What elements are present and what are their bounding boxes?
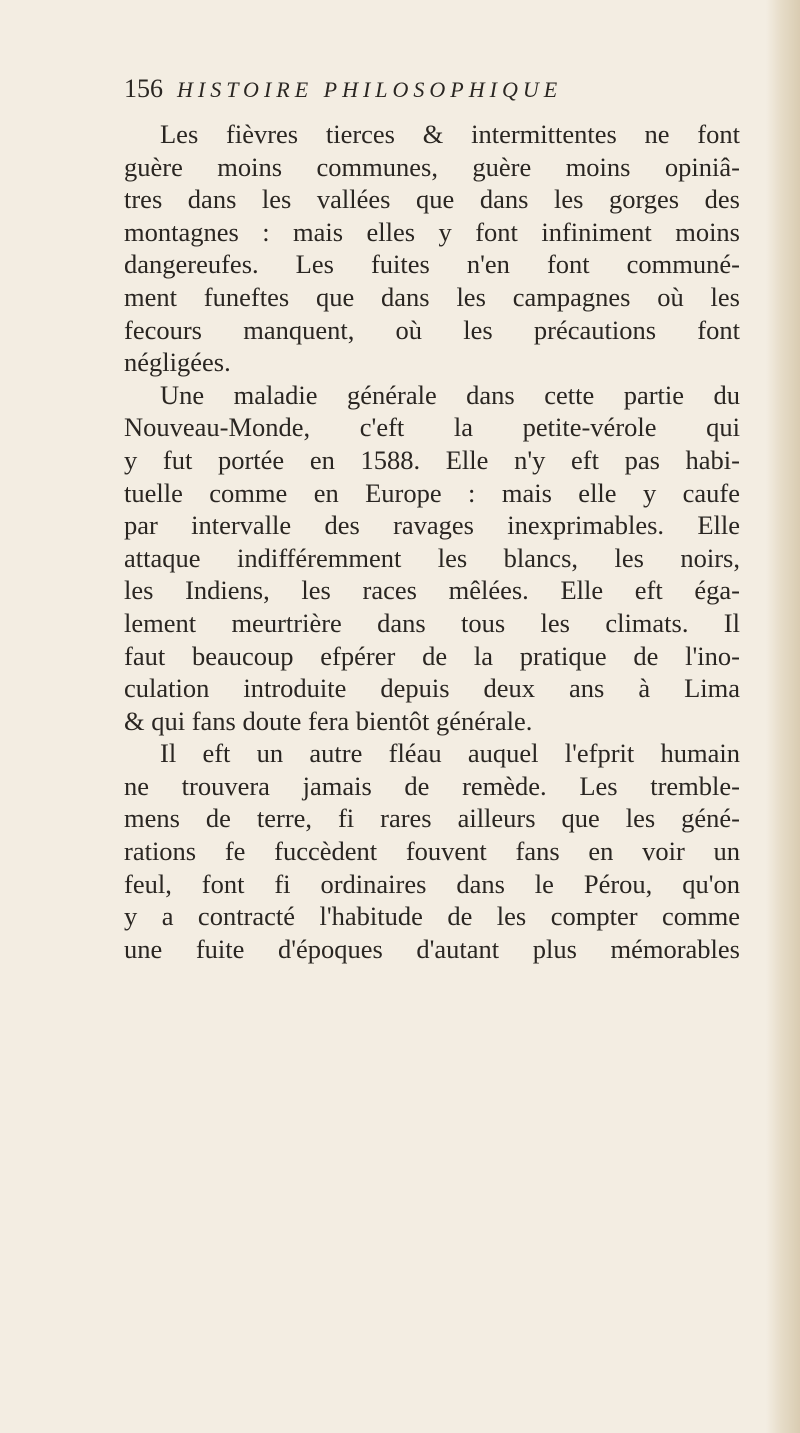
paragraph-fevers [124,118,740,379]
text-line: tuelle comme en Europe : mais elle y caufe [124,477,740,508]
page-number: 156 [124,74,163,103]
text-line: Une maladie générale dans cette partie du [160,379,740,410]
text-line: lement meurtrière dans tous les climats. Il [124,607,740,638]
text-line: guère moins communes, guère moins opiniâ- [124,151,740,182]
running-header [124,74,744,114]
text-line: Nouveau-Monde, c'eft la petite-vérole qui [124,412,740,443]
paragraph-smallpox [124,379,740,738]
text-line: rations fe fuccèdent fouvent fans en voir un [124,836,740,867]
paragraph-earthquakes [124,737,740,965]
text-line: Les fièvres tierces & intermittentes ne font [160,119,740,149]
running-title: HISTOIRE PHILOSOPHIQUE [177,77,563,102]
text-line: y fut portée en 1588. Elle n'y eft pas habi- [124,444,740,475]
body-text [124,118,740,965]
text-line: & qui fans doute fera bientôt générale. [124,705,533,736]
text-line: négligées. [124,347,231,378]
text-line: tres dans les vallées que dans les gorges des [124,184,740,215]
text-line: une fuite d'époques d'autant plus mémorables [124,933,740,964]
text-line: y a contracté l'habitude de les compter comme [124,901,740,932]
text-line: les Indiens, les races mêlées. Elle eft éga- [124,575,740,606]
text-line: ment funeftes que dans les campagnes où les [124,281,740,312]
text-line: Il eft un autre fléau auquel l'efprit humain [160,738,740,769]
text-line: fecours manquent, où les précautions font [124,314,740,345]
text-line: montagnes : mais elles y font infiniment moins [124,216,740,247]
text-line: attaque indifféremment les blancs, les noirs, [124,542,740,573]
text-line: ne trouvera jamais de remède. Les tremble- [124,770,740,801]
text-line: feul, font fi ordinaires dans le Pérou, qu'on [124,868,740,899]
text-line: culation introduite depuis deux ans à Lima [124,673,740,704]
text-line: dangereufes. Les fuites n'en font communé- [124,249,740,280]
text-line: faut beaucoup efpérer de la pratique de l'ino- [124,640,740,671]
text-line: par intervalle des ravages inexprimables. Elle [124,510,740,541]
page-edge-shadow [766,0,800,1433]
text-line: mens de terre, fi rares ailleurs que les géné- [124,803,740,834]
